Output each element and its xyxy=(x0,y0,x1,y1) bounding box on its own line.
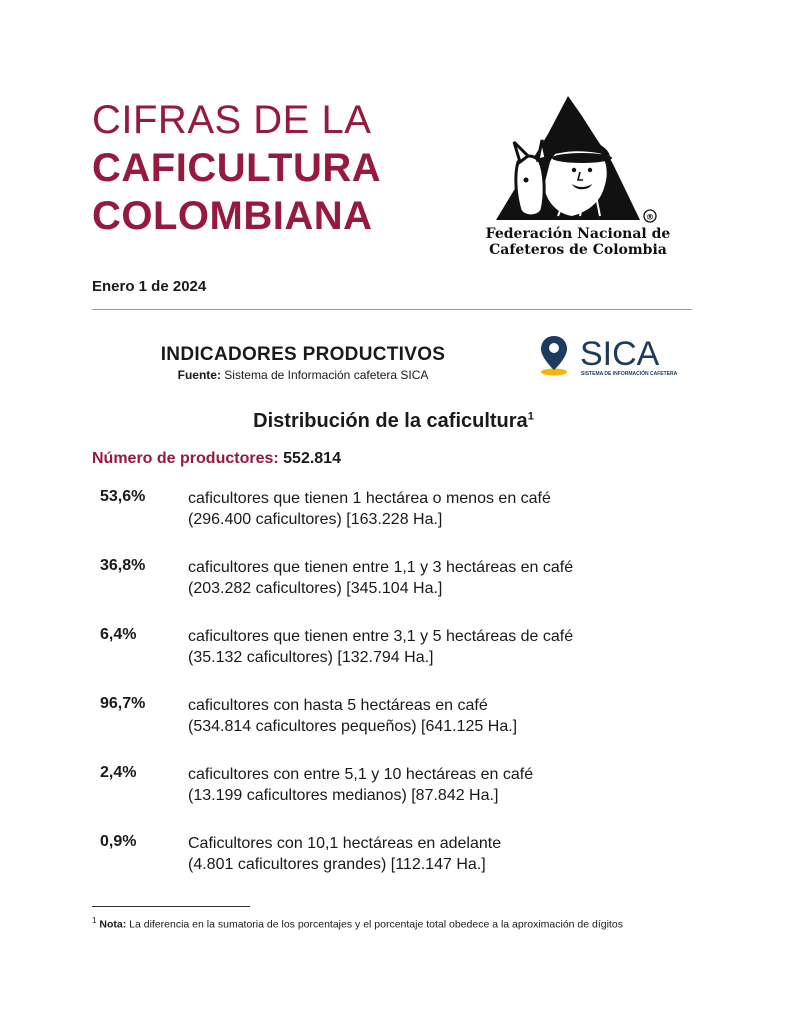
item-line-2: (534.814 caficultores pequeños) [641.125 Ha.] xyxy=(188,718,518,735)
item-line-2: (13.199 caficultores medianos) [87.842 Ha.] xyxy=(188,787,499,804)
fnc-logo-text xyxy=(478,226,678,258)
title-line-1: CIFRAS DE LA xyxy=(92,98,372,142)
source-label: Fuente: xyxy=(177,368,221,382)
distribution-title-sup: 1 xyxy=(527,410,534,423)
header-divider xyxy=(92,309,692,310)
footnote xyxy=(92,916,623,931)
sica-logo-name: SICA xyxy=(580,335,660,373)
indicadores-section xyxy=(138,344,468,382)
item-percentage: 36,8% xyxy=(100,557,146,574)
registered-mark: ® xyxy=(646,212,654,222)
item-description xyxy=(188,764,708,806)
item-percentage: 0,9% xyxy=(100,833,137,850)
item-description xyxy=(188,695,708,737)
title-line-2: CAFICULTURA xyxy=(92,146,382,190)
title-line-3: COLOMBIANA xyxy=(92,194,373,238)
list-item xyxy=(92,626,712,695)
item-line-1: caficultores que tienen entre 1,1 y 3 hectáreas en café xyxy=(188,559,574,576)
item-line-1: caficultores con hasta 5 hectáreas en café xyxy=(188,697,488,714)
item-line-2: (203.282 caficultores) [345.104 Ha.] xyxy=(188,580,443,597)
source-line xyxy=(138,368,468,382)
producers-count xyxy=(92,450,341,468)
list-item xyxy=(92,557,712,626)
item-line-1: caficultores que tienen entre 3,1 y 5 hectáreas de café xyxy=(188,628,574,645)
item-percentage: 53,6% xyxy=(100,488,146,505)
list-item xyxy=(92,488,712,557)
item-percentage: 6,4% xyxy=(100,626,137,643)
sica-logo-icon xyxy=(536,332,696,378)
indicadores-heading: INDICADORES PRODUCTIVOS xyxy=(160,344,446,365)
list-item xyxy=(92,833,712,902)
list-item xyxy=(92,695,712,764)
source-value: Sistema de Información cafetera SICA xyxy=(224,368,429,382)
item-line-2: (35.132 caficultores) [132.794 Ha.] xyxy=(188,649,434,666)
footnote-text: La diferencia en la sumatoria de los porcentajes y el porcentaje total obedece a la aproximación de dígitos xyxy=(129,918,623,931)
item-description xyxy=(188,626,708,668)
list-item xyxy=(92,764,712,833)
item-line-1: Caficultores con 10,1 hectáreas en adelante xyxy=(188,835,502,852)
footnote-label: Nota: xyxy=(99,918,127,931)
item-description xyxy=(188,557,708,599)
page-title xyxy=(92,96,381,240)
producers-value: 552.814 xyxy=(283,450,341,467)
item-line-1: caficultores con entre 5,1 y 10 hectáreas en café xyxy=(188,766,534,783)
footnote-divider xyxy=(92,906,250,907)
item-line-1: caficultores que tienen 1 hectárea o menos en café xyxy=(188,490,551,507)
item-description xyxy=(188,488,708,530)
item-percentage: 2,4% xyxy=(100,764,137,781)
item-percentage: 96,7% xyxy=(100,695,146,712)
distribution-title-text: Distribución de la caficultura xyxy=(253,410,528,432)
item-line-2: (296.400 caficultores) [163.228 Ha.] xyxy=(188,511,443,528)
item-line-2: (4.801 caficultores grandes) [112.147 Ha.] xyxy=(188,856,486,873)
producers-label: Número de productores: xyxy=(92,450,279,467)
item-description xyxy=(188,833,708,875)
footnote-sup: 1 xyxy=(92,916,97,925)
sica-logo-tagline: SISTEMA DE INFORMACIÓN CAFETERA xyxy=(581,371,678,377)
fnc-logo-line-2: Cafeteros de Colombia xyxy=(489,242,667,258)
document-date: Enero 1 de 2024 xyxy=(92,278,207,295)
distribution-list xyxy=(92,488,712,902)
distribution-title xyxy=(0,410,787,433)
fnc-logo-line-1: Federación Nacional de xyxy=(485,226,671,242)
